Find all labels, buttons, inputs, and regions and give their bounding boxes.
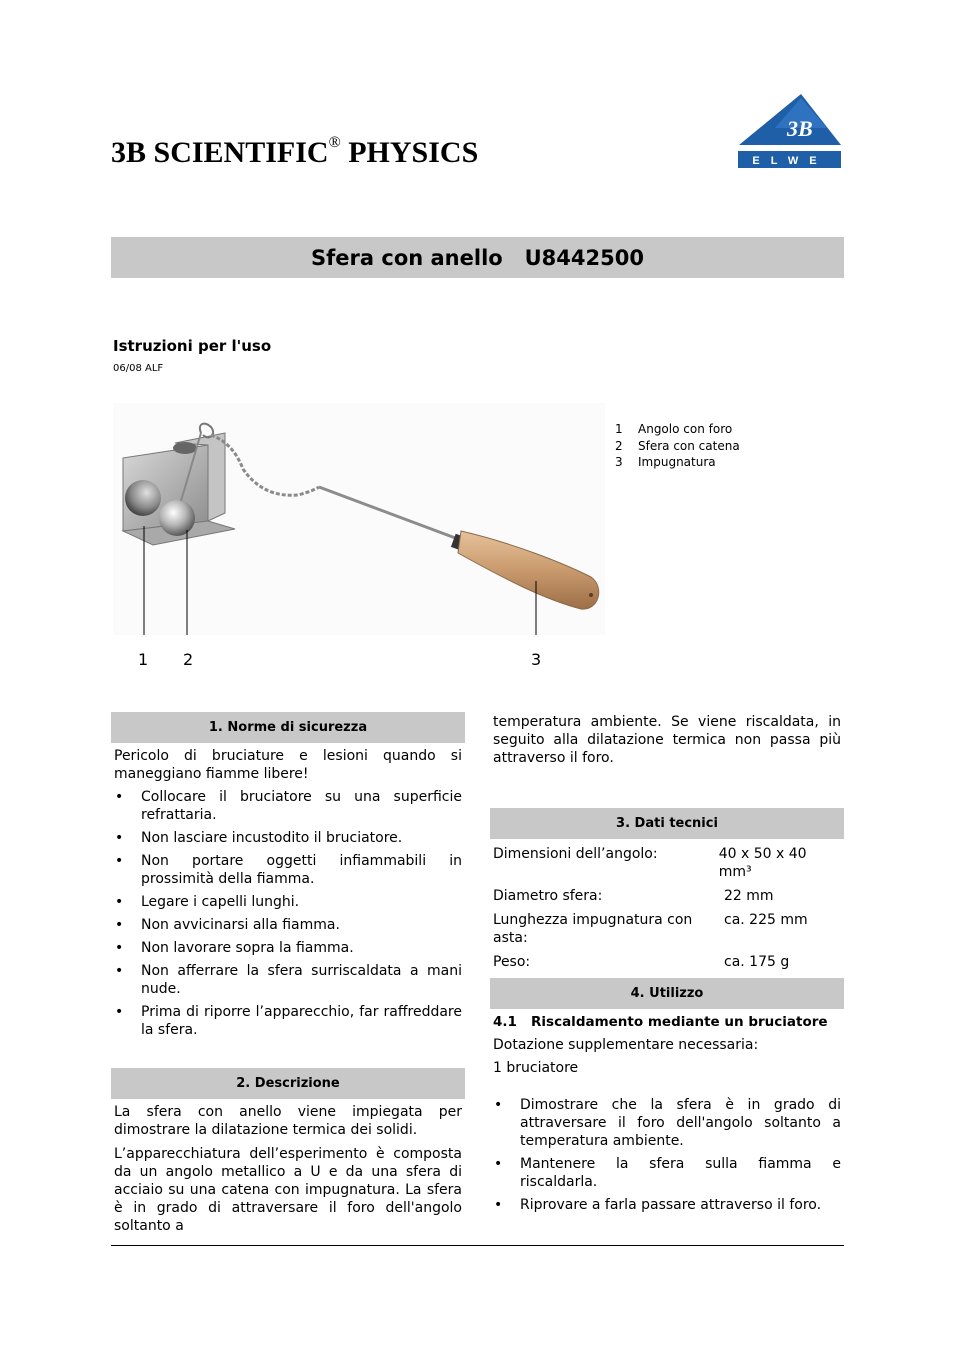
list-item: • Legare i capelli lunghi. [114,893,462,911]
product-photo [113,403,605,635]
list-item: • Non lasciare incustodito il bruciatore. [114,829,462,847]
list-item: • Non portare oggetti infiammabili in prossimità della fiamma. [114,852,462,888]
legend-item: 3 Impugnatura [615,455,716,469]
svg-text:3B: 3B [787,116,813,141]
title-bar [111,237,844,278]
product-title: Sfera con anello U8442500 [311,245,644,270]
list-item: • Riprovare a farla passare attraverso il foro. [493,1196,841,1214]
usage-requirement: Dotazione supplementare necessaria: [493,1037,759,1053]
brand-title [111,136,478,170]
usage-subheading: 4.1 Riscaldamento mediante un bruciatore [493,1014,828,1030]
spec-row: Peso: ca. 175 g [493,954,790,970]
list-item: • Mantenere la sfera sulla fiamma e riscaldarla. [493,1155,841,1191]
footer-divider [111,1245,844,1246]
list-item: • Collocare il bruciatore su una superficie refrattaria. [114,788,462,824]
list-item: • Prima di riporre l’apparecchio, far raffreddare la sfera. [114,1003,462,1039]
description-paragraph: La sfera con anello viene impiegata per dimostrare la dilatazione termica dei solidi. [114,1104,462,1138]
safety-section [114,747,462,1044]
brand-name: 3B SCIENTIFIC [111,136,329,169]
description-continuation [493,713,841,773]
description-section [114,1103,462,1241]
safety-intro: Pericolo di bruciature e lesioni quando si maneggiano fiamme libere! [114,748,462,782]
description-paragraph: temperatura ambiente. Se viene riscaldata, in seguito alla dilatazione termica non passa più attraverso il foro. [493,714,841,766]
list-item: • Non lavorare sopra la fiamma. [114,939,462,957]
usage-section [493,1013,841,1219]
svg-text:ELWE: ELWE [752,155,828,167]
instructions-heading: Istruzioni per l'uso [113,337,272,355]
list-item: • Non avvicinarsi alla fiamma. [114,916,462,934]
section-heading-safety: 1. Norme di sicurezza [111,712,465,743]
description-paragraph: L’apparecchiatura dell’esperimento è composta da un angolo metallico a U e da una sfera di acciaio su una catena con impugnatura. La sfera è in grado di attraversare il foro dell'angolo soltanto a [114,1146,462,1234]
section-heading-description: 2. Descrizione [111,1068,465,1099]
tech-specs [493,845,841,977]
3b-elwe-logo [735,92,845,172]
section-heading-usage: 4. Utilizzo [490,978,844,1009]
spec-row: Diametro sfera: 22 mm [493,888,774,904]
legend-item: 2 Sfera con catena [615,438,740,453]
spec-row: Dimensioni dell’angolo: 40 x 50 x 40 mm³ [493,846,807,880]
spec-row: Lunghezza impugnatura con asta: ca. 225 mm [493,912,808,946]
callout-2: 2 [183,650,194,669]
figure-legend [615,421,740,471]
section-heading-tech: 3. Dati tecnici [490,808,844,839]
safety-list [114,788,462,1039]
legend-item: 1 Angolo con foro [615,422,733,436]
callout-3: 3 [531,650,542,669]
brand-suffix: PHYSICS [340,136,479,169]
callout-1: 1 [138,650,149,669]
usage-list [493,1096,841,1214]
list-item: • Dimostrare che la sfera è in grado di attraversare il foro dell'angolo soltanto a temperatura ambiente. [493,1096,841,1150]
registered-mark: ® [328,134,341,151]
document-code: 06/08 ALF [113,363,164,374]
usage-requirement-item: 1 bruciatore [493,1060,579,1076]
list-item: • Non afferrare la sfera surriscaldata a mani nude. [114,962,462,998]
